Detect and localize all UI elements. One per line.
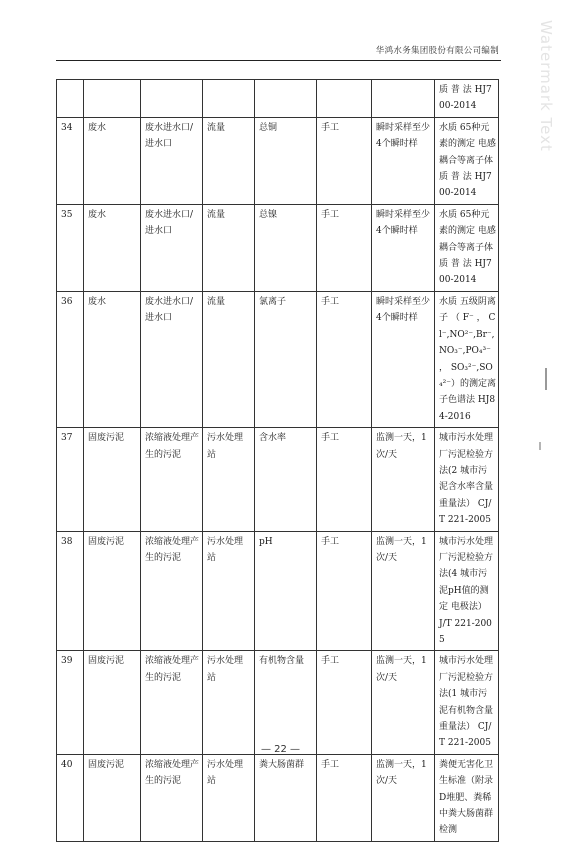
cell-point: 浓缩液处理产生的污泥 <box>141 428 203 531</box>
cell-sampling <box>372 80 435 118</box>
cell-standard: 城市污水处理厂污泥检验方法(4 城市污泥pH值的测定 电极法） J/T 221-2005 <box>435 531 499 651</box>
cell-point: 浓缩液处理产生的污泥 <box>141 754 203 841</box>
cell-category: 固废污泥 <box>84 754 141 841</box>
cell-point: 浓缩液处理产生的污泥 <box>141 651 203 754</box>
cell-point: 废水进水口/进水口 <box>141 204 203 291</box>
cell-item: 总铜 <box>255 117 317 204</box>
cell-method: 手工 <box>317 754 372 841</box>
margin-mark <box>539 442 541 450</box>
cell-category <box>84 80 141 118</box>
cell-flow: 污水处理站 <box>203 754 255 841</box>
cell-standard: 质 普 法 HJ700-2014 <box>435 80 499 118</box>
cell-standard: 水质 65种元素的测定 电感耦合等离子体质 普 法 HJ700-2014 <box>435 204 499 291</box>
cell-no: 37 <box>57 428 84 531</box>
table-row <box>57 204 499 291</box>
cell-no: 40 <box>57 754 84 841</box>
cell-sampling: 监测一天，1次/天 <box>372 531 435 651</box>
cell-no: 39 <box>57 651 84 754</box>
cell-standard: 城市污水处理厂污泥检验方法(2 城市污泥含水率含量 重量法） CJ/T 221-2005 <box>435 428 499 531</box>
cell-method <box>317 80 372 118</box>
cell-flow: 污水处理站 <box>203 531 255 651</box>
cell-method: 手工 <box>317 117 372 204</box>
cell-flow: 流量 <box>203 117 255 204</box>
cell-item: 总镍 <box>255 204 317 291</box>
cell-item: pH <box>255 531 317 651</box>
margin-mark <box>545 368 547 390</box>
cell-standard: 水质 五级阴离子 （ F⁻ ， Cl⁻,NO²⁻,Br⁻,NO₃⁻,PO₄³⁻ ， SO₃²⁻,SO₄²⁻）的测定离子色谱法 HJ84-2016 <box>435 291 499 427</box>
cell-flow: 流量 <box>203 204 255 291</box>
cell-flow: 污水处理站 <box>203 651 255 754</box>
cell-no: 34 <box>57 117 84 204</box>
cell-point: 废水进水口/进水口 <box>141 117 203 204</box>
cell-sampling: 监测一天，1次/天 <box>372 428 435 531</box>
header-company: 华鸿水务集团股份有限公司编制 <box>375 46 499 56</box>
cell-no: 35 <box>57 204 84 291</box>
cell-sampling: 监测一天，1次/天 <box>372 754 435 841</box>
watermark: Watermark Text <box>537 20 555 152</box>
cell-category: 固废污泥 <box>84 531 141 651</box>
cell-category: 固废污泥 <box>84 651 141 754</box>
cell-flow: 流量 <box>203 291 255 427</box>
cell-method: 手工 <box>317 204 372 291</box>
table-row <box>57 651 499 754</box>
cell-point: 废水进水口/进水口 <box>141 291 203 427</box>
cell-category: 废水 <box>84 117 141 204</box>
table-row <box>57 531 499 651</box>
page-number: — 22 — <box>260 744 301 755</box>
cell-standard: 水质 65种元素的测定 电感耦合等离子体质 普 法 HJ700-2014 <box>435 117 499 204</box>
monitoring-table <box>56 79 499 842</box>
cell-item: 氯离子 <box>255 291 317 427</box>
cell-sampling: 瞬时采样至少4个瞬时样 <box>372 291 435 427</box>
cell-item: 含水率 <box>255 428 317 531</box>
cell-flow: 污水处理站 <box>203 428 255 531</box>
cell-method: 手工 <box>317 531 372 651</box>
table-row <box>57 754 499 841</box>
cell-category: 废水 <box>84 291 141 427</box>
cell-item <box>255 80 317 118</box>
cell-point: 浓缩液处理产生的污泥 <box>141 531 203 651</box>
cell-sampling: 监测一天，1次/天 <box>372 651 435 754</box>
cell-point <box>141 80 203 118</box>
cell-method: 手工 <box>317 651 372 754</box>
table-row <box>57 117 499 204</box>
cell-category: 固废污泥 <box>84 428 141 531</box>
cell-sampling: 瞬时采样至少4个瞬时样 <box>372 204 435 291</box>
table-row <box>57 80 499 118</box>
cell-item: 粪大肠菌群 <box>255 754 317 841</box>
cell-standard: 粪便无害化卫生标准（附录D堆肥、粪稀中粪大肠菌群检测 <box>435 754 499 841</box>
cell-method: 手工 <box>317 291 372 427</box>
table-row <box>57 291 499 427</box>
header-rule <box>56 60 501 61</box>
cell-sampling: 瞬时采样至少4个瞬时样 <box>372 117 435 204</box>
cell-item: 有机物含量 <box>255 651 317 754</box>
table-row <box>57 428 499 531</box>
cell-flow <box>203 80 255 118</box>
cell-method: 手工 <box>317 428 372 531</box>
cell-no <box>57 80 84 118</box>
cell-no: 36 <box>57 291 84 427</box>
cell-no: 38 <box>57 531 84 651</box>
cell-standard: 城市污水处理厂污泥检验方法(1 城市污泥有机物含量 重量法） CJ/T 221-2005 <box>435 651 499 754</box>
cell-category: 废水 <box>84 204 141 291</box>
